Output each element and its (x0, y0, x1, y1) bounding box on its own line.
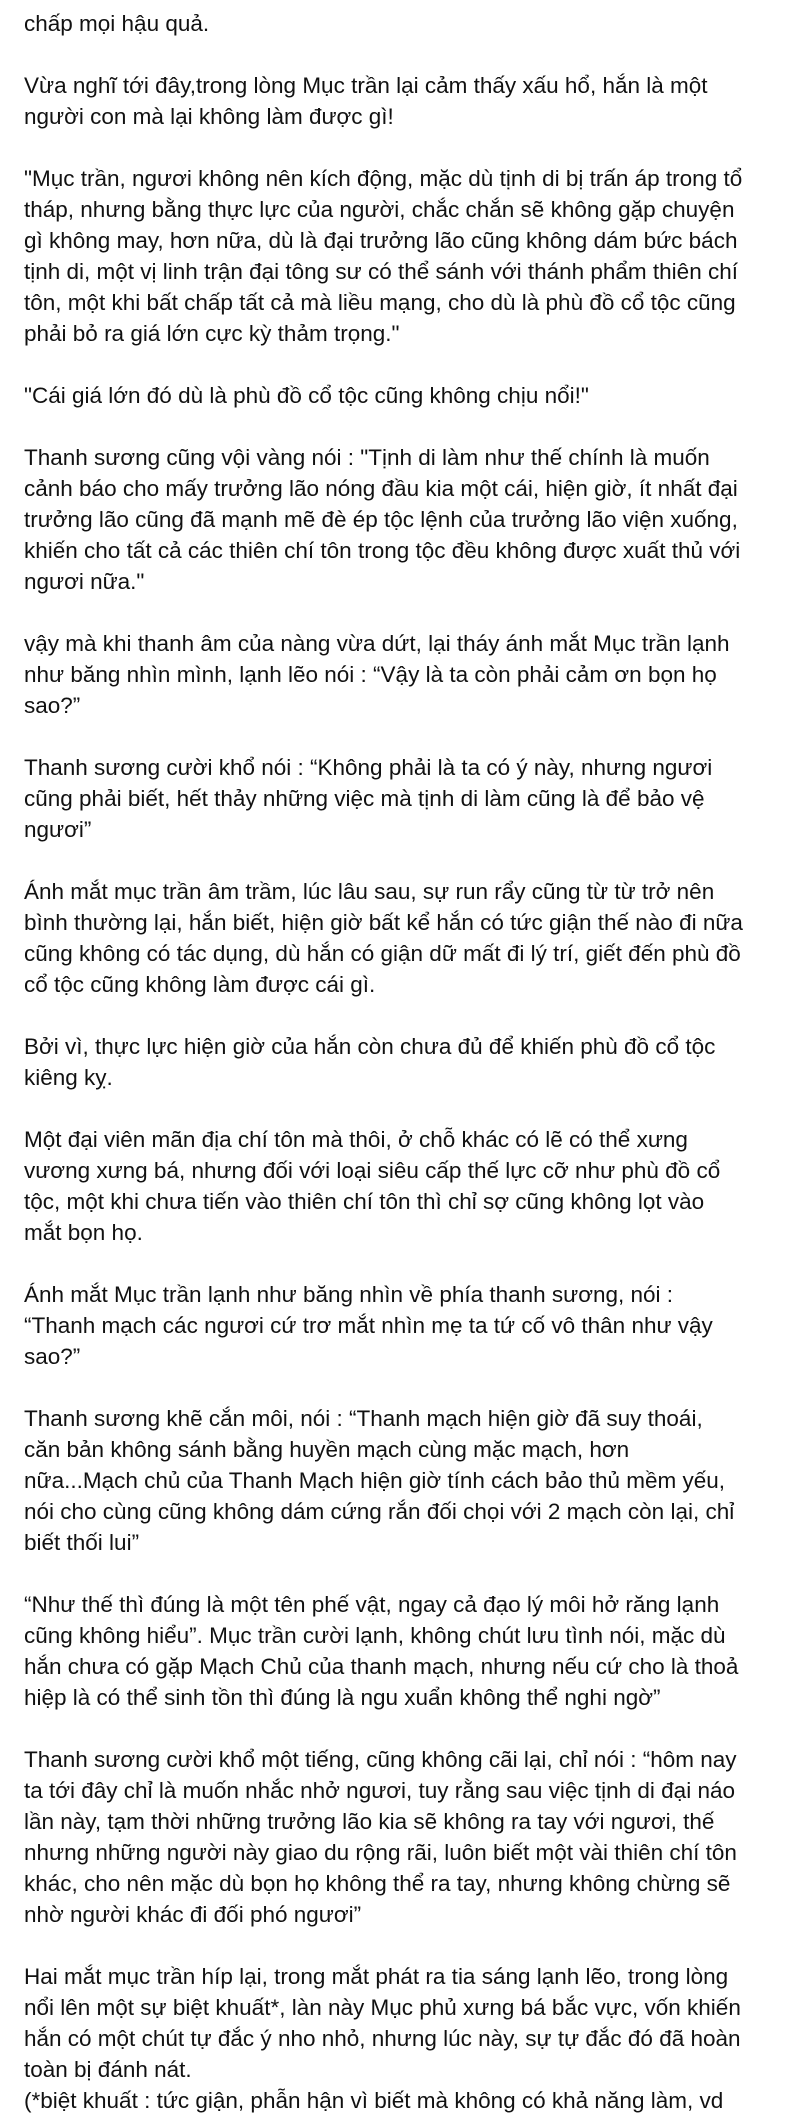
paragraph: Thanh sương cười khổ một tiếng, cũng không cãi lại, chỉ nói : “hôm nay ta tới đây chỉ là muốn nhắc nhở ngươi, tuy rằng sau việc tịnh di đại náo lần này, tạm thời những trưởng lão kia sẽ không ra tay với ngươi, thế nhưng những người này giao du rộng rãi, luôn biết một vài thiên chí tôn khác, cho nên mặc dù bọn họ không thể ra tay, nhưng không chừng sẽ nhờ người khác đi đối phó ngươi” (24, 1747, 737, 1927)
paragraph: Ánh mắt mục trần âm trầm, lúc lâu sau, sự run rẩy cũng từ từ trở nên bình thường lại, hắn biết, hiện giờ bất kể hắn có tức giận thế nào đi nữa cũng không có tác dụng, dù hắn có giận dữ mất đi lý trí, giết đến phù đồ cổ tộc cũng không làm được cái gì. (24, 879, 743, 997)
paragraph: Thanh sương khẽ cắn môi, nói : “Thanh mạch hiện giờ đã suy thoái, căn bản không sánh bằng huyền mạch cùng mặc mạch, hơn nữa...Mạch chủ của Thanh Mạch hiện giờ tính cách bảo thủ mềm yếu, nói cho cùng cũng không dám cứng rắn đối chọi với 2 mạch còn lại, chỉ biết thối lui” (24, 1406, 735, 1555)
paragraph: Thanh sương cười khổ nói : “Không phải là ta có ý này, nhưng ngươi cũng phải biết, hết thảy những việc mà tịnh di làm cũng là để bảo vệ ngươi” (24, 755, 713, 842)
paragraph: Vừa nghĩ tới đây,trong lòng Mục trần lại cảm thấy xấu hổ, hắn là một người con mà lại không làm được gì! (24, 73, 708, 129)
paragraph: chấp mọi hậu quả. (24, 11, 210, 36)
paragraph: "Mục trần, ngươi không nên kích động, mặc dù tịnh di bị trấn áp trong tổ tháp, nhưng bằng thực lực của người, chắc chắn sẽ không gặp chuyện gì không may, hơn nữa, dù là đại trưởng lão cũng không dám bức bách tịnh di, một vị linh trận đại tông sư có thể sánh với thánh phẩm thiên chí tôn, một khi bất chấp tất cả mà liều mạng, cho dù là phù đồ cổ tộc cũng phải bỏ ra giá lớn cực kỳ thảm trọng." (24, 166, 743, 346)
paragraph: Ánh mắt Mục trần lạnh như băng nhìn về phía thanh sương, nói : “Thanh mạch các ngươi cứ trơ mắt nhìn mẹ ta tứ cố vô thân như vậy sao?” (24, 1282, 713, 1369)
paragraph: Một đại viên mãn địa chí tôn mà thôi, ở chỗ khác có lẽ có thể xưng vương xưng bá, nhưng đối với loại siêu cấp thế lực cỡ như phù đồ cổ tộc, một khi chưa tiến vào thiên chí tôn thì chỉ sợ cũng không lọt vào mắt bọn họ. (24, 1127, 721, 1245)
footnote: (*biệt khuất : tức giận, phẫn hận vì biết mà không có khả năng làm, vd (24, 2088, 724, 2113)
paragraph: "Cái giá lớn đó dù là phù đồ cổ tộc cũng không chịu nổi!" (24, 383, 589, 408)
paragraph: Thanh sương cũng vội vàng nói : "Tịnh di làm như thế chính là muốn cảnh báo cho mấy trưởng lão nóng đầu kia một cái, hiện giờ, ít nhất đại trưởng lão cũng đã mạnh mẽ đè ép tộc lệnh của trưởng lão viện xuống, khiến cho tất cả các thiên chí tôn trong tộc đều không được xuất thủ với ngươi nữa." (24, 445, 741, 594)
paragraph: Bởi vì, thực lực hiện giờ của hắn còn chưa đủ để khiến phù đồ cổ tộc kiêng kỵ. (24, 1034, 716, 1090)
paragraph: vậy mà khi thanh âm của nàng vừa dứt, lại tháy ánh mắt Mục trần lạnh như băng nhìn mình, lạnh lẽo nói : “Vậy là ta còn phải cảm ơn bọn họ sao?” (24, 631, 730, 718)
paragraph: “Như thế thì đúng là một tên phế vật, ngay cả đạo lý môi hở răng lạnh cũng không hiểu”. Mục trần cười lạnh, không chút lưu tình nói, mặc dù hắn chưa có gặp Mạch Chủ của thanh mạch, nhưng nếu cứ cho là thoả hiệp là có thể sinh tồn thì đúng là ngu xuẩn không thể nghi ngờ” (24, 1592, 739, 1710)
paragraph: Hai mắt mục trần híp lại, trong mắt phát ra tia sáng lạnh lẽo, trong lòng nổi lên một sự biệt khuất*, làn này Mục phủ xưng bá bắc vực, vốn khiến hắn có một chút tự đắc ý nho nhỏ, nhưng lúc này, sự tự đắc đó đã hoàn toàn bị đánh nát. (24, 1964, 741, 2082)
